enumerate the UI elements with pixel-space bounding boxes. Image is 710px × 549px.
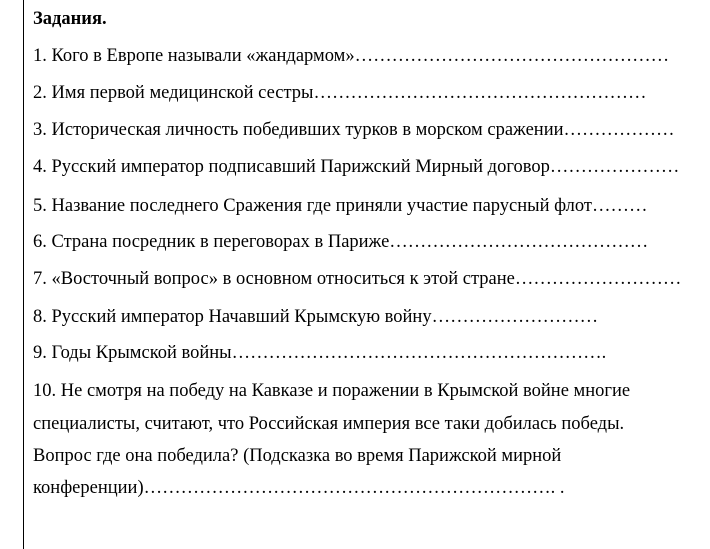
task-6: 6. Страна посредник в переговорах в Париже…………………………………… (33, 232, 649, 252)
task-2: 2. Имя первой медицинской сестры……………………………………………… (33, 83, 647, 103)
left-margin-line (23, 0, 24, 549)
task-4: 4. Русский император подписавший Парижский Мирный договор………………… (33, 157, 680, 177)
task-9: 9. Годы Крымской войны……………………………………………………. (33, 343, 607, 363)
task-10-line-3: Вопрос где она победила? (Подсказка во время Парижской мирной (33, 446, 562, 466)
tasks-heading: Задания. (33, 9, 107, 29)
task-7: 7. «Восточный вопрос» в основном относиться к этой стране……………………… (33, 269, 682, 289)
task-10-line-2: специалисты, считают, что Российская империя все таки добилась победы. (33, 414, 625, 434)
task-10-line-1: 10. Не смотря на победу на Кавказе и поражении в Крымской войне многие (33, 381, 631, 401)
task-8: 8. Русский император Начавший Крымскую войну……………………… (33, 307, 599, 327)
task-10-line-4: конференции)…………………………………………………………. . (33, 478, 565, 498)
task-3: 3. Историческая личность победивших турков в морском сражении……………… (33, 120, 675, 140)
task-1: 1. Кого в Европе называли «жандармом»…………………………………………… (33, 46, 670, 66)
task-5: 5. Название последнего Сражения где приняли участие парусный флот……… (33, 196, 648, 216)
